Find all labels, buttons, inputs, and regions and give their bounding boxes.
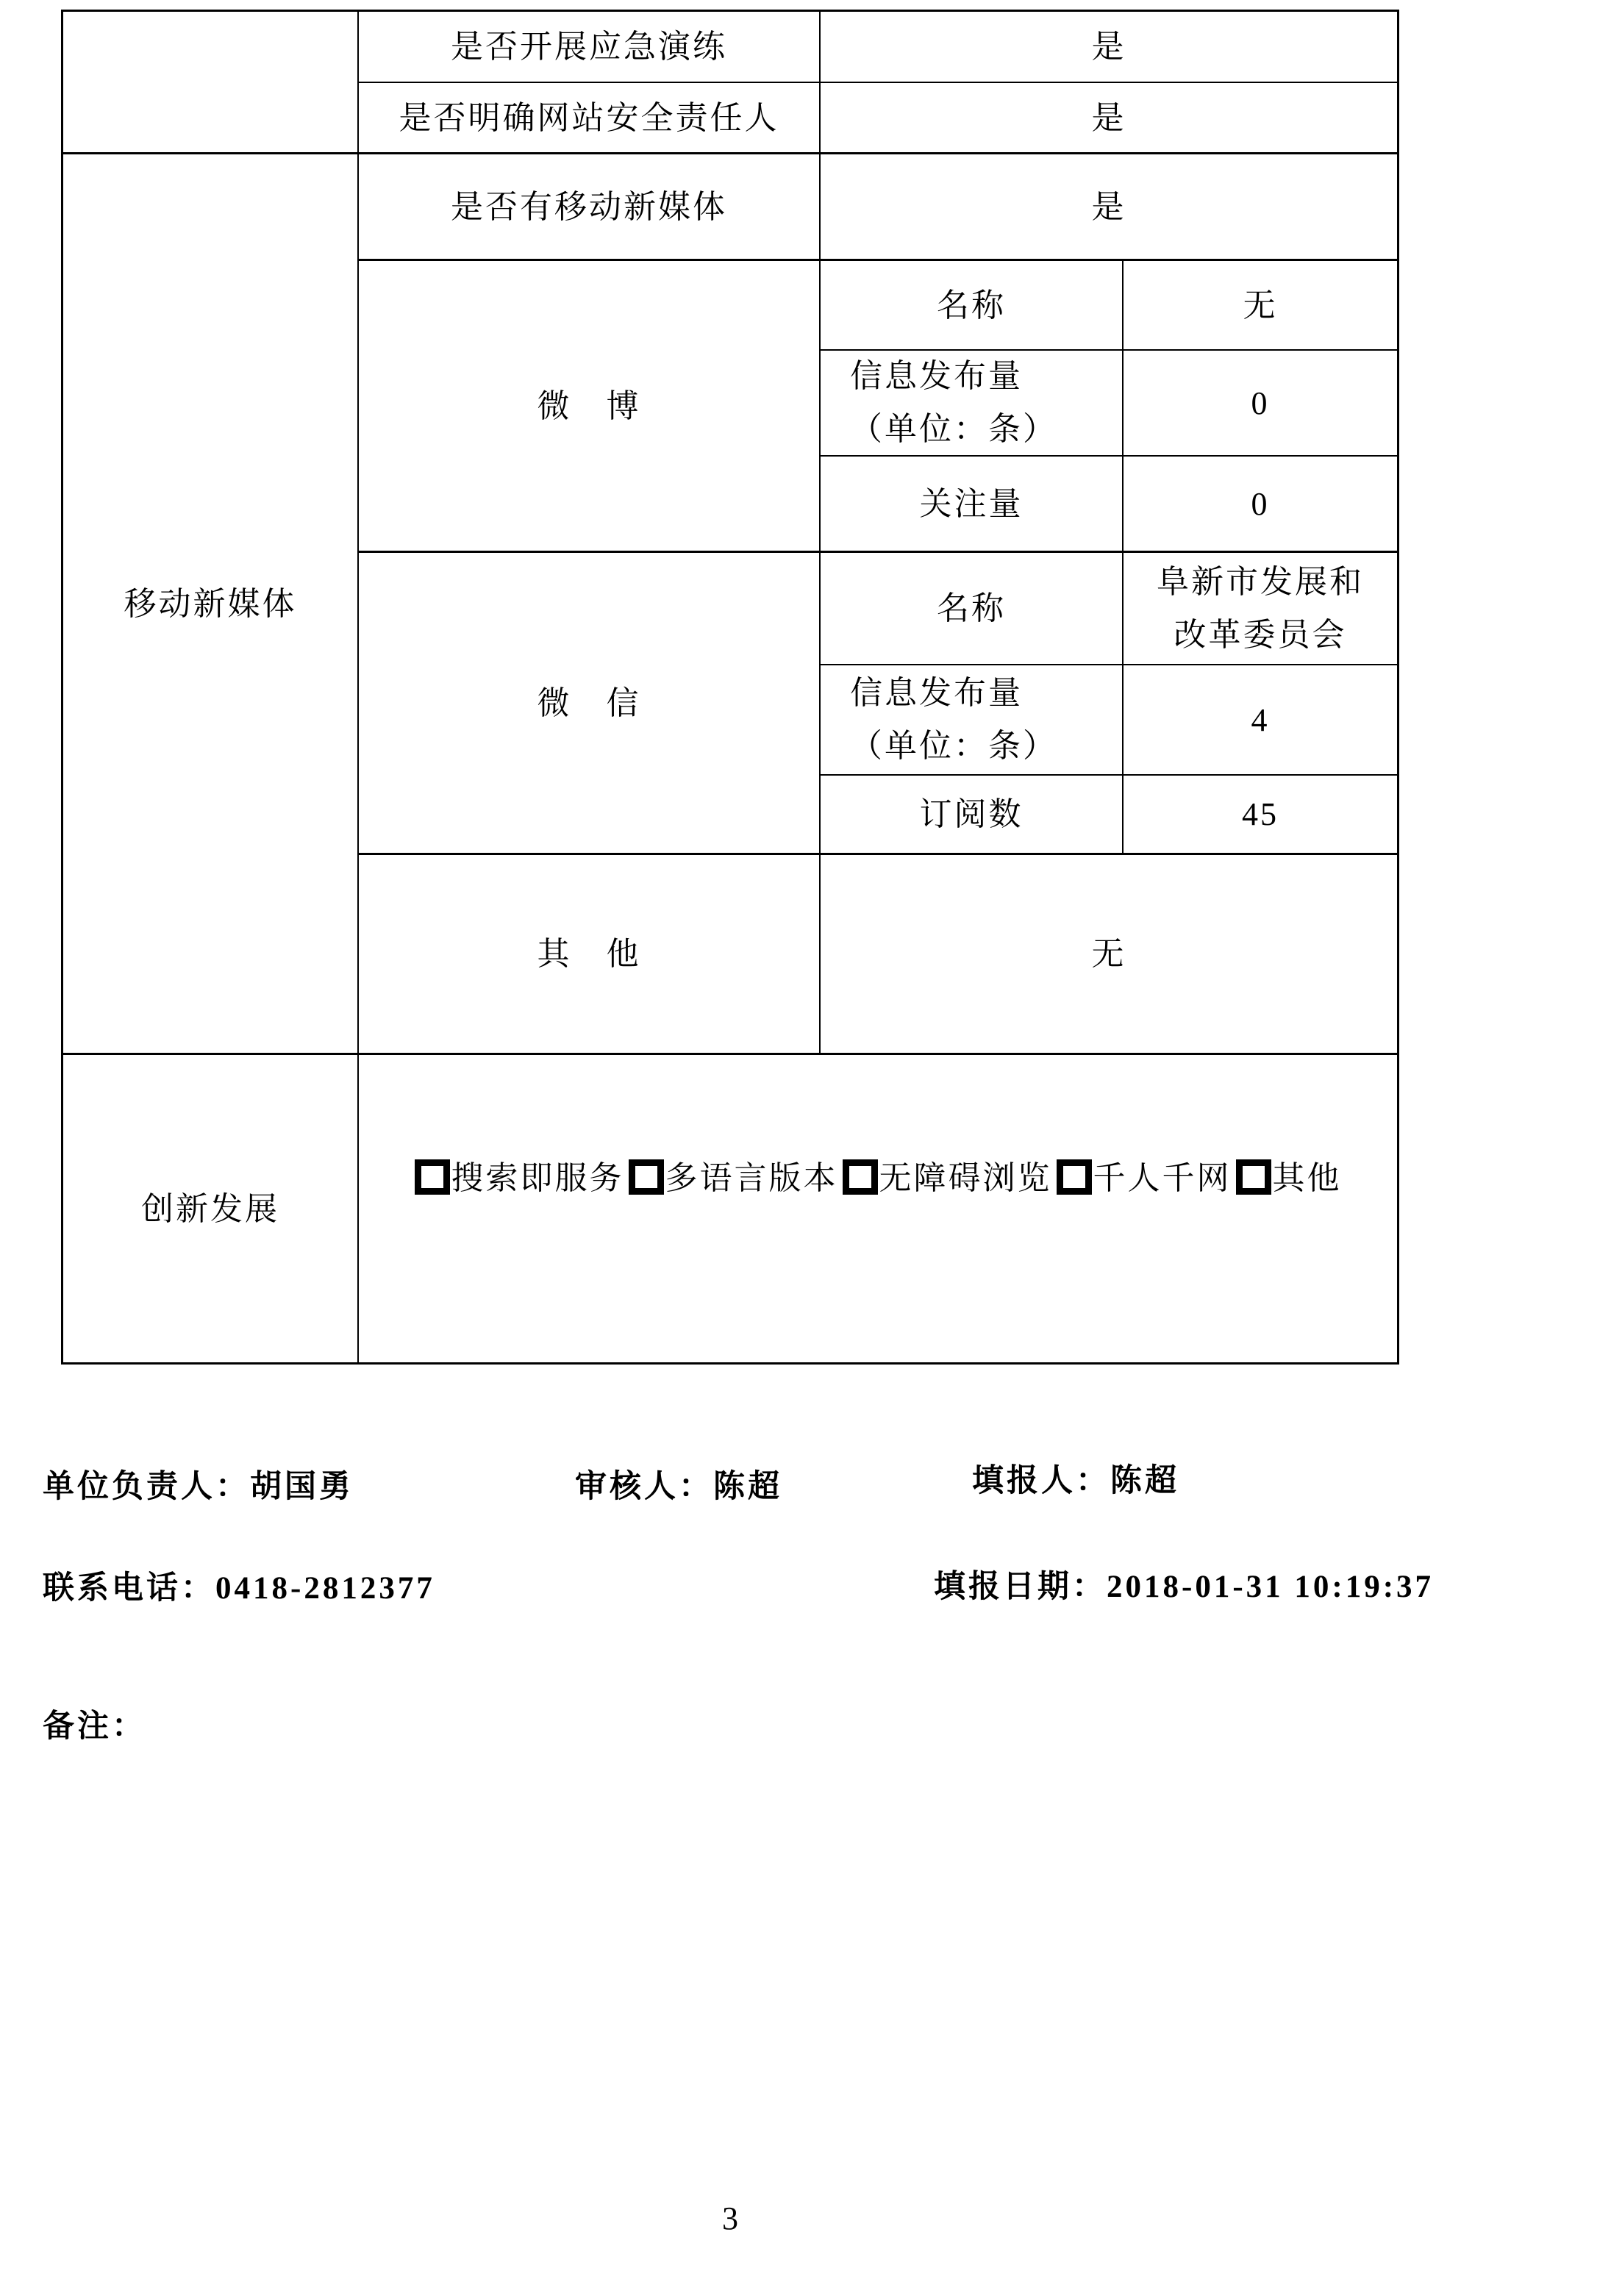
filler-value: 陈超: [1110, 1464, 1179, 1498]
wechat-name-value-line2: 改革委员会: [1174, 616, 1347, 653]
innovation-option-personalized: 千人千网: [1052, 1158, 1232, 1198]
cell-has-mobile-question: 是否有移动新媒体: [359, 154, 821, 261]
checkbox-icon[interactable]: [629, 1159, 664, 1195]
cell-weibo-name-value: 无: [1124, 261, 1397, 351]
fill-date-value: 2018-01-31 10:19:37: [1107, 1570, 1435, 1604]
checkbox-icon[interactable]: [415, 1159, 450, 1195]
cell-wechat-posts-value: 4: [1124, 665, 1397, 776]
cell-weibo-followers-label: 关注量: [821, 457, 1124, 553]
checkbox-icon[interactable]: [1236, 1159, 1271, 1195]
cell-wechat-posts-label: [821, 665, 1124, 776]
cell-wechat-subscribers-value: 45: [1124, 776, 1397, 855]
page-number: 3: [722, 2200, 738, 2236]
cell-has-mobile-answer: 是: [821, 154, 1397, 261]
cell-security-responsible-answer: 是: [821, 83, 1397, 154]
cell-wechat-label: 微 信: [359, 553, 821, 855]
innovation-option-accessibility: 无障碍浏览: [838, 1158, 1052, 1198]
phone-line: [43, 1572, 435, 1606]
annual-report-table: [61, 10, 1399, 1365]
wechat-name-value-line1: 阜新市发展和: [1157, 563, 1364, 600]
cell-wechat-subscribers-label: 订阅数: [821, 776, 1124, 855]
fill-date-line: [934, 1570, 1434, 1604]
cell-weibo-label: 微 博: [359, 261, 821, 553]
cell-wechat-name-value: [1124, 553, 1397, 665]
innovation-option-search: 搜索即服务: [415, 1158, 624, 1198]
checkbox-icon[interactable]: [1057, 1159, 1092, 1195]
cell-mobile-media-section-label: 移动新媒体: [63, 154, 359, 1055]
weibo-posts-label-line2: （单位：条）: [850, 411, 1057, 447]
wechat-posts-label-line1: 信息发布量: [850, 675, 1023, 711]
cell-drill-question: 是否开展应急演练: [359, 12, 821, 83]
innovation-option-multilingual: 多语言版本: [624, 1158, 838, 1198]
phone-label: 联系电话：: [43, 1571, 215, 1606]
weibo-posts-label-line1: 信息发布量: [850, 358, 1023, 394]
checkbox-icon[interactable]: [843, 1159, 878, 1195]
cell-other-media-value: 无: [821, 855, 1397, 1055]
unit-head-line: [43, 1470, 354, 1504]
cell-security-responsible-question: 是否明确网站安全责任人: [359, 83, 821, 154]
phone-value: 0418-2812377: [215, 1571, 435, 1606]
reviewer-label: 审核人：: [575, 1470, 713, 1504]
unit-head-label: 单位负责人：: [43, 1470, 250, 1504]
wechat-posts-label-line2: （单位：条）: [850, 728, 1057, 764]
cell-other-media-label: 其 他: [359, 855, 821, 1055]
cell-innovation-options: [359, 1055, 1397, 1362]
cell-wechat-name-label: 名称: [821, 553, 1124, 665]
remarks-label: 备注：: [43, 1709, 146, 1744]
filler-label: 填报人：: [972, 1464, 1110, 1498]
cell-weibo-posts-value: 0: [1124, 351, 1397, 457]
unit-head-value: 胡国勇: [250, 1470, 354, 1504]
filler-line: [972, 1464, 1179, 1498]
fill-date-label: 填报日期：: [934, 1570, 1107, 1604]
cell-weibo-followers-value: 0: [1124, 457, 1397, 553]
cell-security-section-continuation: [63, 12, 359, 154]
cell-weibo-posts-label: [821, 351, 1124, 457]
reviewer-value: 陈超: [713, 1470, 782, 1504]
cell-innovation-section-label: 创新发展: [63, 1055, 359, 1362]
innovation-option-other: 其他: [1232, 1158, 1342, 1198]
reviewer-line: [575, 1470, 782, 1504]
remarks-line: [43, 1710, 146, 1744]
cell-drill-answer: 是: [821, 12, 1397, 83]
cell-weibo-name-label: 名称: [821, 261, 1124, 351]
